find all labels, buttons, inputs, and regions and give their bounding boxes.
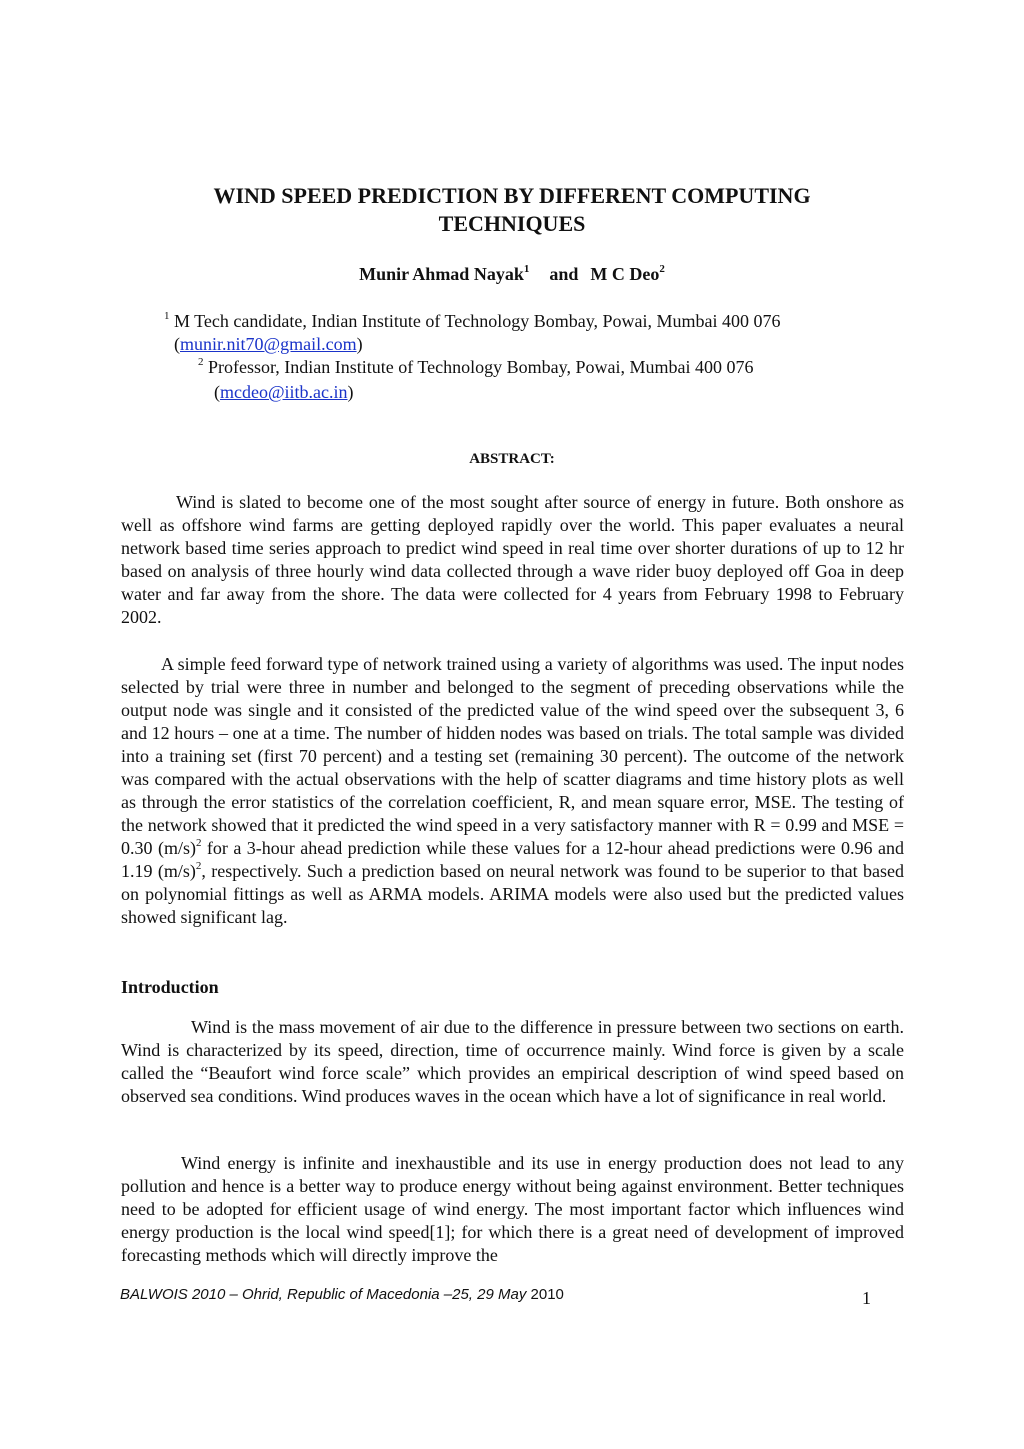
abstract-paragraph-2	[121, 653, 904, 929]
title-line-2: TECHNIQUES	[438, 211, 586, 236]
affiliation-2-text: Professor, Indian Institute of Technology Bombay, Powai, Mumbai 400 076	[208, 357, 754, 377]
abstract-paragraph-1: Wind is slated to become one of the most sought after source of energy in future. Both onshore as well as offshore wind farms are getting deployed rapidly over the world. This paper evaluates a neural network based time series approach to predict wind speed in real time over shorter durations of up to 12 hr based on analysis of three hourly wind data collected through a wave rider buoy deployed off Goa in deep water and far away from the shore. The data were collected for 4 years from February 1998 to February 2002.	[121, 492, 904, 627]
abstract-p2-text-b: for a 3-hour ahead prediction while these values for a 12-hour ahead predictions were 0.96 and 1.19 (m/s)	[121, 838, 904, 881]
affiliation-2-sup: 2	[198, 356, 204, 368]
paper-title	[120, 182, 904, 238]
affiliation-1-email-line: (munir.nit70@gmail.com)	[174, 334, 363, 354]
introduction-paragraph-1: Wind is the mass movement of air due to the difference in pressure between two sections on earth. Wind is characterized by its speed, direction, time of occurrence mainly. Wind force is given by a scale called the “Beaufort wind force scale” which provides an empirical description of wind speed based on observed sea conditions. Wind produces waves in the ocean which have a lot of significance in real world.	[121, 1017, 904, 1106]
abstract-p2-sup-1: 2	[195, 837, 202, 849]
email-link-1[interactable]: munir.nit70@gmail.com	[180, 334, 357, 354]
introduction-paragraph-2: Wind energy is infinite and inexhaustible and its use in energy production does not lead to any pollution and hence is a better way to produce energy without being against environment. Better techniques need to be adopted for efficient usage of wind energy. The most important factor which influences wind energy production is the local wind speed[1]; for which there is a great need of development of improved forecasting methods which will directly improve the	[121, 1153, 904, 1265]
page-number: 1	[862, 1288, 871, 1308]
affiliation-2	[198, 356, 753, 379]
footer-conference: BALWOIS 2010 – Ohrid, Republic of Macedonia –25, 29 May	[120, 1286, 527, 1303]
email-link-2[interactable]: mcdeo@iitb.ac.in	[220, 382, 348, 402]
footer-year: 2010	[530, 1286, 564, 1303]
page-footer	[120, 1285, 564, 1305]
author-conjunction: and	[549, 264, 579, 284]
title-line-1: WIND SPEED PREDICTION BY DIFFERENT COMPUTING	[213, 183, 811, 208]
author-1-sup: 1	[523, 263, 530, 275]
abstract-heading: ABSTRACT:	[469, 451, 555, 467]
abstract-p2-sup-2: 2	[195, 860, 202, 872]
author-2-sup: 2	[659, 263, 665, 275]
affiliation-1-sup: 1	[164, 310, 170, 322]
author-line	[120, 262, 904, 286]
affiliation-1-text: M Tech candidate, Indian Institute of Technology Bombay, Powai, Mumbai 400 076	[174, 311, 781, 331]
author-1: Munir Ahmad Nayak	[359, 264, 524, 284]
introduction-heading: Introduction	[121, 977, 219, 997]
abstract-p2-text-c: , respectively. Such a prediction based on neural network was found to be superior to that based on polynomial fittings as well as ARMA models. ARIMA models were also used but the predicted values showed significant lag.	[121, 861, 904, 927]
abstract-p2-text-a: A simple feed forward type of network trained using a variety of algorithms was used. The input nodes selected by trial were three in number and belonged to the segment of preceding observations while the output node was single and it consisted of the predicted value of the wind speed over the subsequent 3, 6 and 12 hours – one at a time. The number of hidden nodes was based on trials. The total sample was divided into a training set (first 70 percent) and a testing set (remaining 30 percent). The outcome of the network was compared with the actual observations with the help of scatter diagrams and time history plots as well as through the error statistics of the correlation coefficient, R, and mean square error, MSE. The testing of the network showed that it predicted the wind speed in a very satisfactory manner with R = 0.99 and MSE = 0.30 (m/s)	[121, 654, 904, 858]
author-2: M C Deo	[590, 264, 660, 284]
affiliation-1	[164, 310, 781, 333]
affiliation-2-email-line: (mcdeo@iitb.ac.in)	[214, 382, 354, 402]
